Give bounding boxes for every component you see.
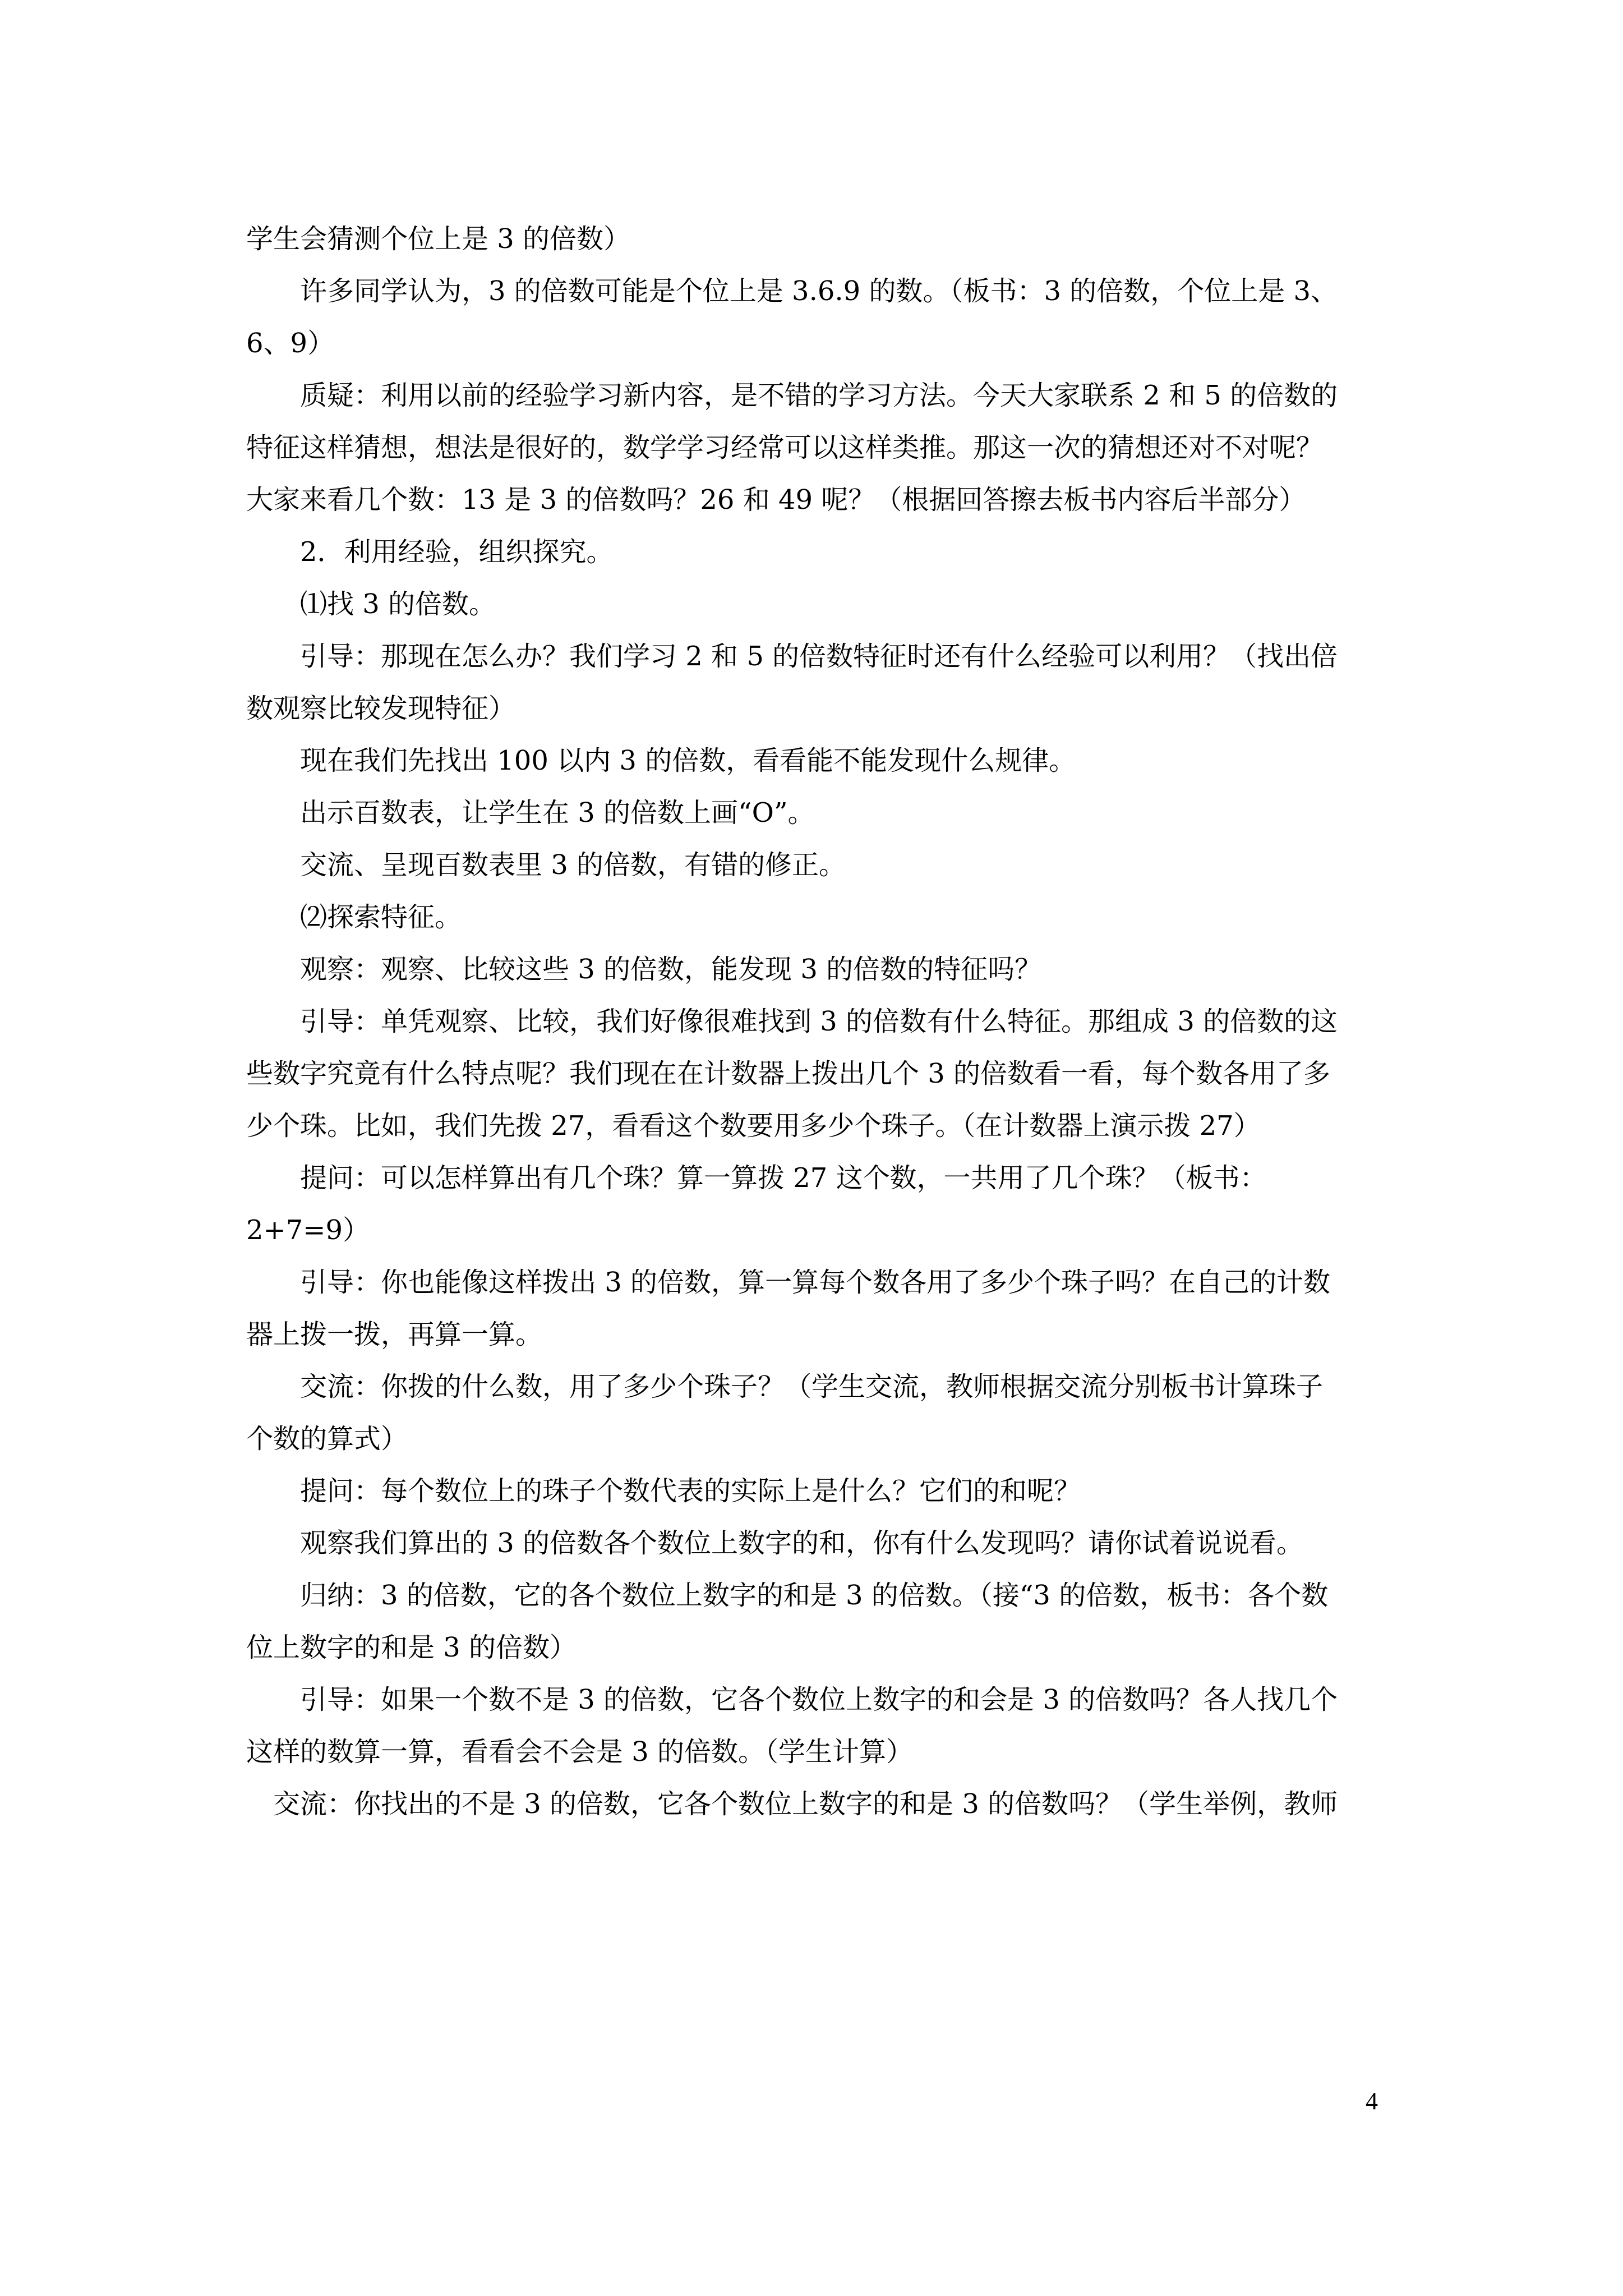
- paragraph: [246, 578, 1403, 631]
- text-line: 这样的数算一算，看看会不会是 3 的倍数。（学生计算）: [246, 1736, 914, 1768]
- text-line: 提问：每个数位上的珠子个数代表的实际上是什么？它们的和呢？: [300, 1475, 1081, 1507]
- document-body: [246, 213, 1403, 1830]
- paragraph: [246, 1152, 1403, 1257]
- text-line: 交流：你拨的什么数，用了多少个珠子？（学生交流，教师根据交流分别板书计算珠子: [300, 1371, 1324, 1402]
- paragraph: [246, 891, 1403, 944]
- text-line: 6、9）: [246, 328, 335, 359]
- text-line: 学生会猜测个位上是 3 的倍数）: [246, 223, 631, 255]
- paragraph: [246, 370, 1403, 526]
- paragraph: [246, 526, 1403, 578]
- paragraph: [246, 1465, 1403, 1517]
- text-line: 交流：你找出的不是 3 的倍数，它各个数位上数字的和是 3 的倍数吗？（学生举例，教师: [273, 1788, 1338, 1820]
- paragraph: [246, 1257, 1403, 1361]
- paragraph: [246, 1778, 1403, 1830]
- paragraph: [246, 1674, 1403, 1778]
- text-line: ⑵探索特征。: [300, 901, 462, 933]
- paragraph: [246, 265, 1403, 370]
- text-line: 观察：观察、比较这些 3 的倍数，能发现 3 的倍数的特征吗？: [300, 954, 1042, 985]
- paragraph: [246, 735, 1403, 787]
- text-line: 引导：你也能像这样拨出 3 的倍数，算一算每个数各用了多少个珠子吗？在自己的计数: [300, 1267, 1331, 1298]
- text-line: 少个珠。比如，我们先拨 27，看看这个数要用多少个珠子。（在计数器上演示拨 27）: [246, 1110, 1261, 1142]
- text-line: 数观察比较发现特征）: [246, 693, 516, 724]
- text-line: 观察我们算出的 3 的倍数各个数位上数字的和，你有什么发现吗？请你试着说说看。: [300, 1527, 1304, 1559]
- text-line: 出示百数表，让学生在 3 的倍数上画“O”。: [300, 797, 815, 829]
- paragraph: [246, 839, 1403, 891]
- text-line: 质疑：利用以前的经验学习新内容，是不错的学习方法。今天大家联系 2 和 5 的倍数的: [300, 380, 1338, 411]
- page-number: 4: [1366, 2087, 1378, 2115]
- paragraph: [246, 996, 1403, 1152]
- paragraph: [246, 1517, 1403, 1570]
- paragraph: [246, 944, 1403, 996]
- paragraph: [246, 1570, 1403, 1674]
- text-line: 器上拨一拨，再算一算。: [246, 1319, 543, 1350]
- paragraph: [246, 631, 1403, 735]
- text-line: 现在我们先找出 100 以内 3 的倍数，看看能不能发现什么规律。: [300, 745, 1076, 776]
- paragraph: [246, 213, 1403, 265]
- text-line: 位上数字的和是 3 的倍数）: [246, 1632, 577, 1663]
- text-line: 归纳：3 的倍数，它的各个数位上数字的和是 3 的倍数。（接“3 的倍数，板书：各个数: [300, 1580, 1329, 1611]
- text-line: 2+7=9）: [246, 1214, 370, 1246]
- text-line: 提问：可以怎样算出有几个珠？算一算拨 27 这个数，一共用了几个珠？（板书：: [300, 1162, 1267, 1194]
- text-line: 个数的算式）: [246, 1423, 408, 1455]
- text-line: 交流、呈现百数表里 3 的倍数，有错的修正。: [300, 849, 846, 881]
- text-line: 2．利用经验，组织探究。: [300, 536, 614, 568]
- text-line: 许多同学认为，3 的倍数可能是个位上是 3.6.9 的数。（板书：3 的倍数，个位上是 3、: [300, 275, 1338, 307]
- text-line: 大家来看几个数：13 是 3 的倍数吗？26 和 49 呢？（根据回答擦去板书内容后半部分）: [246, 484, 1306, 516]
- text-line: 引导：单凭观察、比较，我们好像很难找到 3 的倍数有什么特征。那组成 3 的倍数的这: [300, 1006, 1338, 1037]
- text-line: 些数字究竟有什么特点呢？我们现在在计数器上拨出几个 3 的倍数看一看，每个数各用了多: [246, 1058, 1331, 1089]
- paragraph: [246, 1361, 1403, 1465]
- text-line: 引导：如果一个数不是 3 的倍数，它各个数位上数字的和会是 3 的倍数吗？各人找几个: [300, 1684, 1338, 1715]
- text-line: 特征这样猜想，想法是很好的，数学学习经常可以这样类推。那这一次的猜想还对不对呢？: [246, 432, 1324, 463]
- text-line: ⑴找 3 的倍数。: [300, 588, 496, 620]
- paragraph: [246, 787, 1403, 839]
- text-line: 引导：那现在怎么办？我们学习 2 和 5 的倍数特征时还有什么经验可以利用？（找出倍: [300, 641, 1338, 672]
